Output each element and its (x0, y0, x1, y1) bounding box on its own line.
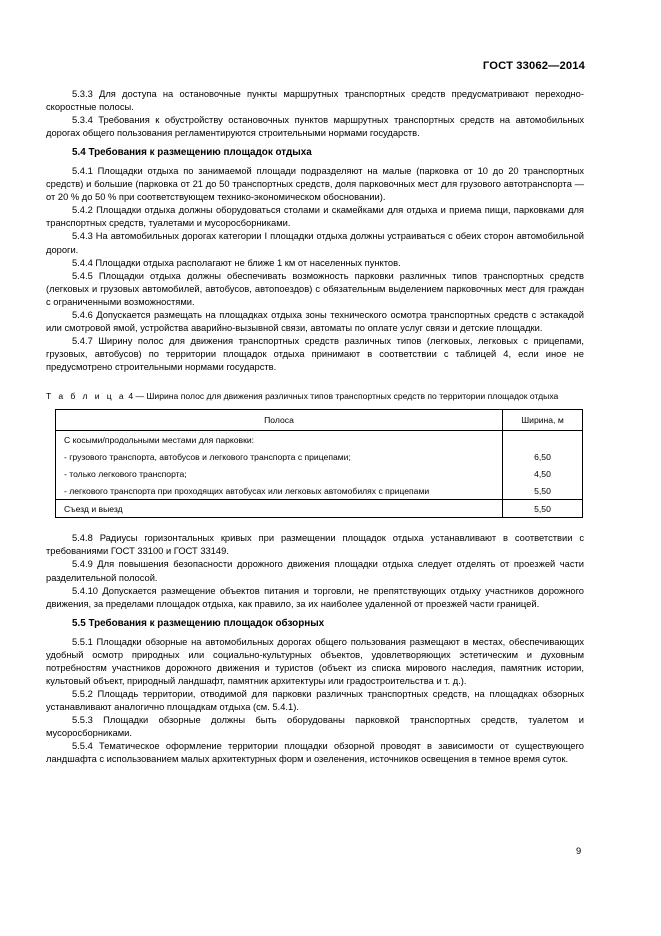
table-cell-value (503, 431, 583, 449)
table-4-head (56, 410, 583, 431)
clause-5-4-9: 5.4.9 Для повышения безопасности дорожного движения площадки отдыха следует отделять от проезжей части разделительной полосой. (46, 559, 584, 583)
table-cell-label: Съезд и выезд (56, 500, 503, 518)
clause-5-4-7: 5.4.7 Ширину полос для движения транспортных средств различных типов (легковых, легковых с прицепами, грузовых, автобусов) по территории площадок отдыха принимают в соответствии с таблицей 4, если иное не предусмотрено строительными нормами государств. (46, 335, 584, 372)
clause-5-5-1: 5.5.1 Площадки обзорные на автомобильных дорогах общего пользования размещают в местах, обеспечивающих удобный осмотр природных или социально-культурных объектов, удовлетворяющих эстетическим и духовным потребностям участников дорожного движения и туристов (объект из списка мирового наследия, памятник истории, культовый объект, природный ландшафт, памятник архитектуры или градостроительства и т. д.). (46, 636, 584, 686)
clause-5-4-5: 5.4.5 Площадки отдыха должны обеспечивать возможность парковки различных типов транспортных средств (легковых и грузовых автомобилей, автобусов, автопоездов) с обязательным выделением парковочных мест для граждан с ограниченными возможностями. (46, 270, 584, 307)
clause-5-4-10: 5.4.10 Допускается размещение объектов питания и торговли, не препятствующих отдыху участников дорожного движения, за пределами площадок отдыха, как правило, за их наиболее удаленной от проезжей части границей. (46, 585, 584, 609)
table-caption-label: Т а б л и ц а (46, 390, 126, 401)
running-header-standard-number: ГОСТ 33062—2014 (482, 60, 585, 72)
clause-5-4-6: 5.4.6 Допускается размещать на площадках отдыха зоны технического осмотра транспортных средств с эстакадой или смотровой ямой, устройства аварийно-вызывной связи, автоматы по оплате услуг связи и детские площадки. (46, 309, 584, 333)
table-row (56, 465, 583, 482)
table-header-polosa: Полоса (56, 410, 503, 431)
table-cell-label: - только легкового транспорта; (56, 465, 503, 482)
heading-5-5: 5.5 Требования к размещению площадок обзорных (72, 617, 325, 629)
page-number: 9 (576, 846, 582, 856)
clause-5-5-2: 5.5.2 Площадь территории, отводимой для парковки различных транспортных средств, на площадках обзорных устанавливают аналогично площадкам отдыха (см. 5.4.1). (46, 688, 584, 712)
table-4 (55, 409, 583, 518)
heading-5-4: 5.4 Требования к размещению площадок отдыха (72, 147, 312, 159)
table-header-row (56, 410, 583, 431)
clause-5-4-4: 5.4.4 Площадки отдыха располагают не ближе 1 км от населенных пунктов. (72, 257, 401, 268)
table-header-shirina: Ширина, м (503, 410, 583, 431)
table-cell-label: - легкового транспорта при проходящих автобусах или легковых автомобилях с прицепами (56, 482, 503, 500)
clause-5-4-8: 5.4.8 Радиусы горизонтальных кривых при размещении площадок отдыха устанавливают в соответствии с требованиями ГОСТ 33100 и ГОСТ 33149. (46, 533, 584, 557)
table-cell-value: 5,50 (503, 500, 583, 518)
table-row (56, 500, 583, 518)
table-4-block (46, 390, 584, 518)
clause-5-3-4: 5.3.4 Требования к обустройству остановочных пунктов маршрутных транспортных средств на автомобильных дорогах общего пользования регламентируются строительными нормами государств. (46, 115, 584, 139)
clause-5-4-1: 5.4.1 Площадки отдыха по занимаемой площади подразделяют на малые (парковка от 10 до 20 транспортных средств) и большие (парковка от 21 до 50 транспортных средств, доля парковочных мест для грузового автотранспорта — от 20 % до 50 % при соответствующем технико-экономическом обосновании). (46, 166, 584, 203)
table-cell-value: 5,50 (503, 482, 583, 500)
spacer (46, 518, 584, 532)
clause-5-5-3: 5.5.3 Площадки обзорные должны быть оборудованы парковкой транспортных средств, туалетом и мусоросборниками. (46, 715, 584, 739)
table-cell-value: 4,50 (503, 465, 583, 482)
table-row (56, 482, 583, 500)
clause-5-4-3: 5.4.3 На автомобильных дорогах категории I площадки отдыха должны устраиваться с обеих сторон автомобильной дороги. (46, 231, 584, 255)
clause-5-3-3: 5.3.3 Для доступа на остановочные пункты маршрутных транспортных средств предусматривают переходно-скоростные полосы. (46, 89, 584, 113)
table-row (56, 431, 583, 449)
table-4-body (56, 431, 583, 518)
clause-5-5-4: 5.5.4 Тематическое оформление территории площадки обзорной проводят в зависимости от существующего ландшафта с использованием малых архитектурных форм и озеленения, источников освещения в темное время суток. (46, 741, 584, 765)
page-body-text (46, 88, 584, 766)
clause-5-4-2: 5.4.2 Площадки отдыха должны оборудоваться столами и скамейками для отдыха и приема пищи, парковками для транспортных средств, туалетами и мусоросборниками. (46, 205, 584, 229)
table-row (56, 448, 583, 465)
table-cell-label: - грузового транспорта, автобусов и легкового транспорта с прицепами; (56, 448, 503, 465)
table-cell-value: 6,50 (503, 448, 583, 465)
table-caption-text: 4 — Ширина полос для движения различных типов транспортных средств по территории площадок отдыха (128, 390, 559, 401)
table-4-caption (46, 390, 586, 402)
table-cell-label: С косыми/продольными местами для парковки: (56, 431, 503, 449)
